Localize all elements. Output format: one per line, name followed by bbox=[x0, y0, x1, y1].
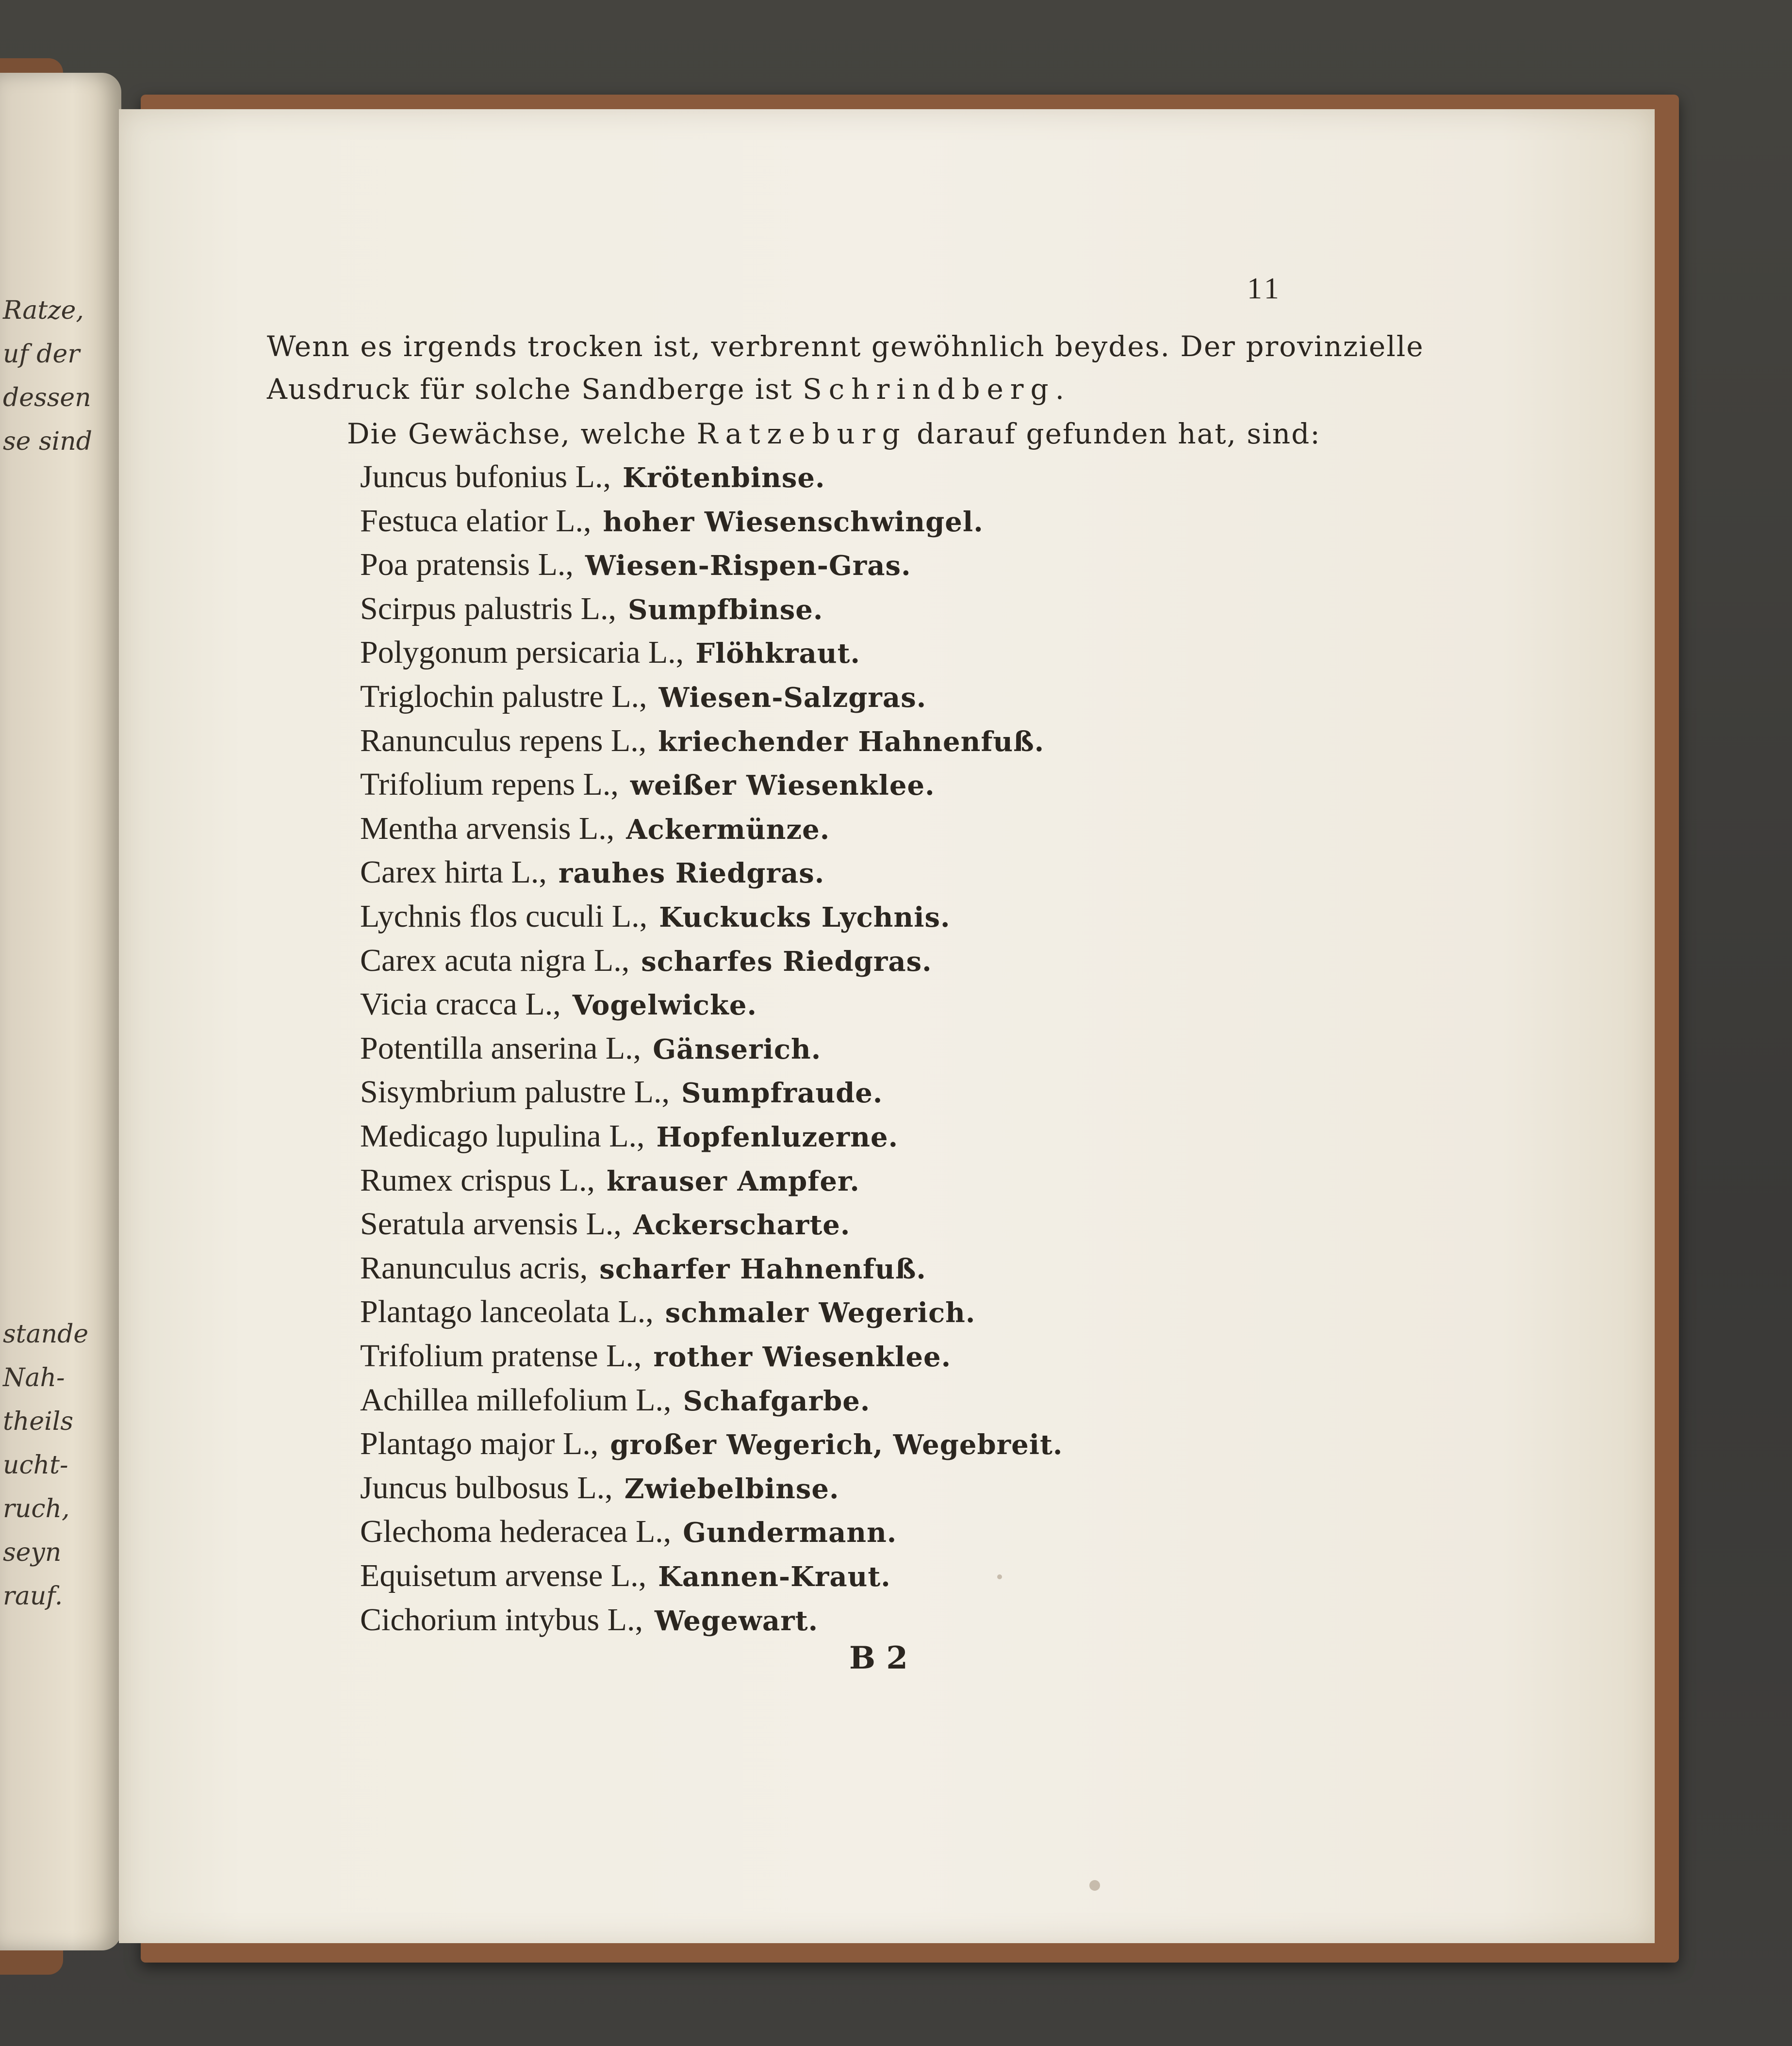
intro-line-3-text: Die Gewächse, welche bbox=[347, 417, 697, 450]
plant-latin-name: Achillea millefolium L., bbox=[360, 1382, 672, 1418]
plant-german-name: Kannen-Kraut. bbox=[658, 1561, 891, 1593]
plant-entry bbox=[360, 1470, 839, 1506]
plant-latin-name: Carex hirta L., bbox=[360, 854, 547, 890]
left-page-fragment: se sind bbox=[3, 427, 93, 456]
plant-latin-name: Seratula arvensis L., bbox=[360, 1206, 622, 1242]
intro-line-3 bbox=[347, 417, 1321, 450]
plant-german-name: Ackermünze. bbox=[626, 813, 830, 846]
plant-german-name: Sumpfraude. bbox=[681, 1077, 883, 1110]
plant-german-name: Schafgarbe. bbox=[683, 1385, 871, 1417]
plant-latin-name: Juncus bufonius L., bbox=[360, 459, 611, 494]
plant-latin-name: Polygonum persicaria L., bbox=[360, 635, 684, 671]
plant-latin-name: Triglochin palustre L., bbox=[360, 679, 647, 714]
plant-entry bbox=[360, 1557, 891, 1594]
plant-entry bbox=[360, 1293, 975, 1330]
plant-german-name: Zwiebelbinse. bbox=[624, 1473, 839, 1505]
plant-german-name: Ackerscharte. bbox=[633, 1209, 851, 1242]
plant-german-name: Gänserich. bbox=[653, 1033, 822, 1065]
plant-latin-name: Ranunculus repens L., bbox=[360, 722, 647, 758]
plant-entry bbox=[360, 1513, 897, 1550]
intro-line-3-end: darauf gefunden hat, sind: bbox=[906, 417, 1321, 450]
plant-entry bbox=[360, 1338, 951, 1375]
plant-german-name: Hopfenluzerne. bbox=[656, 1121, 899, 1153]
plant-latin-name: Ranunculus acris, bbox=[360, 1250, 588, 1286]
plant-german-name: Krötenbinse. bbox=[622, 462, 825, 494]
plant-latin-name: Medicago lupulina L., bbox=[360, 1118, 645, 1154]
signature-mark: B 2 bbox=[849, 1640, 908, 1676]
plant-entry bbox=[360, 1602, 818, 1638]
plant-latin-name: Lychnis flos cuculi L., bbox=[360, 899, 648, 934]
plant-german-name: Wiesen-Salzgras. bbox=[658, 682, 927, 714]
plant-german-name: kriechender Hahnenfuß. bbox=[658, 725, 1045, 758]
person-name-ratzeburg: Ratzeburg bbox=[696, 417, 907, 450]
paper-speck bbox=[997, 1574, 1002, 1579]
plant-latin-name: Carex acuta nigra L., bbox=[360, 942, 630, 978]
plant-latin-name: Plantago lanceolata L., bbox=[360, 1294, 654, 1330]
plant-german-name: krauser Ampfer. bbox=[606, 1165, 860, 1197]
place-name-schrindberg: Schrindberg bbox=[803, 373, 1055, 406]
plant-latin-name: Rumex crispus L., bbox=[360, 1162, 595, 1198]
plant-german-name: weißer Wiesenklee. bbox=[630, 769, 935, 802]
plant-latin-name: Plantago major L., bbox=[360, 1426, 599, 1462]
plant-entry bbox=[360, 810, 830, 847]
plant-german-name: Wegewart. bbox=[654, 1604, 819, 1637]
intro-line-2-text: Ausdruck für solche Sandberge ist bbox=[267, 373, 803, 406]
plant-entry bbox=[360, 590, 823, 627]
plant-latin-name: Juncus bulbosus L., bbox=[360, 1470, 613, 1506]
plant-latin-name: Glechoma hederacea L., bbox=[360, 1514, 672, 1550]
plant-entry bbox=[360, 942, 932, 979]
plant-entry bbox=[360, 678, 926, 715]
plant-entry bbox=[360, 1206, 850, 1243]
plant-german-name: hoher Wiesenschwingel. bbox=[603, 506, 984, 538]
left-page-fragment: uf der bbox=[3, 340, 80, 369]
plant-german-name: scharfes Riedgras. bbox=[641, 945, 932, 978]
plant-entry bbox=[360, 1030, 821, 1067]
plant-entry bbox=[360, 766, 935, 803]
plant-entry bbox=[360, 1425, 1063, 1462]
plant-german-name: scharfer Hahnenfuß. bbox=[599, 1253, 926, 1285]
intro-line-1: Wenn es irgends trocken ist, verbrennt gewöhnlich beydes. Der provinzielle bbox=[267, 330, 1424, 363]
plant-latin-name: Sisymbrium palustre L., bbox=[360, 1074, 670, 1110]
page-number: 11 bbox=[1247, 272, 1282, 305]
left-page-fragment: theils bbox=[3, 1407, 74, 1436]
plant-latin-name: Trifolium pratense L., bbox=[360, 1338, 642, 1374]
plant-entry bbox=[360, 854, 824, 891]
plant-german-name: großer Wegerich, Wegebreit. bbox=[610, 1429, 1063, 1461]
left-page-fragment: ruch, bbox=[3, 1494, 70, 1523]
left-page-fragment: Nah- bbox=[3, 1363, 65, 1392]
plant-german-name: Gundermann. bbox=[683, 1517, 897, 1549]
plant-entry bbox=[360, 634, 860, 671]
left-page-fragment: rauf. bbox=[3, 1582, 63, 1611]
plant-german-name: Sumpfbinse. bbox=[627, 593, 823, 626]
plant-entry bbox=[360, 503, 984, 540]
intro-line-2-end: . bbox=[1055, 373, 1066, 406]
plant-german-name: rother Wiesenklee. bbox=[653, 1341, 952, 1373]
left-page-fragment: ucht- bbox=[3, 1451, 68, 1480]
plant-latin-name: Scirpus palustris L., bbox=[360, 590, 616, 626]
plant-entry bbox=[360, 1074, 883, 1111]
plant-entry bbox=[360, 1250, 926, 1287]
plant-latin-name: Vicia cracca L., bbox=[360, 986, 561, 1022]
plant-entry bbox=[360, 1118, 898, 1155]
left-page-fragment: Ratze, bbox=[3, 296, 84, 325]
plant-entry bbox=[360, 722, 1044, 759]
plant-latin-name: Poa pratensis L., bbox=[360, 547, 574, 583]
plant-latin-name: Equisetum arvense L., bbox=[360, 1558, 647, 1593]
plant-latin-name: Festuca elatior L., bbox=[360, 503, 592, 539]
plant-entry bbox=[360, 458, 825, 495]
paper-speck bbox=[1089, 1880, 1100, 1891]
plant-latin-name: Cichorium intybus L., bbox=[360, 1602, 643, 1637]
plant-entry bbox=[360, 1382, 870, 1419]
plant-entry bbox=[360, 898, 951, 935]
intro-line-2 bbox=[267, 373, 1065, 406]
plant-german-name: Flöhkraut. bbox=[695, 638, 860, 670]
plant-german-name: Vogelwicke. bbox=[572, 989, 757, 1022]
plant-german-name: rauhes Riedgras. bbox=[558, 857, 825, 890]
left-page-fragment: stande bbox=[3, 1320, 89, 1349]
plant-german-name: schmaler Wegerich. bbox=[665, 1297, 976, 1329]
plant-entry bbox=[360, 986, 757, 1023]
plant-german-name: Kuckucks Lychnis. bbox=[659, 901, 951, 933]
plant-latin-name: Potentilla anserina L., bbox=[360, 1030, 641, 1066]
plant-entry bbox=[360, 546, 911, 583]
plant-latin-name: Mentha arvensis L., bbox=[360, 810, 615, 846]
plant-entry bbox=[360, 1162, 860, 1199]
plant-german-name: Wiesen-Rispen-Gras. bbox=[585, 550, 911, 582]
plant-latin-name: Trifolium repens L., bbox=[360, 767, 619, 802]
left-page-fragment: seyn bbox=[3, 1538, 62, 1567]
left-page-fragment: dessen bbox=[3, 383, 91, 412]
